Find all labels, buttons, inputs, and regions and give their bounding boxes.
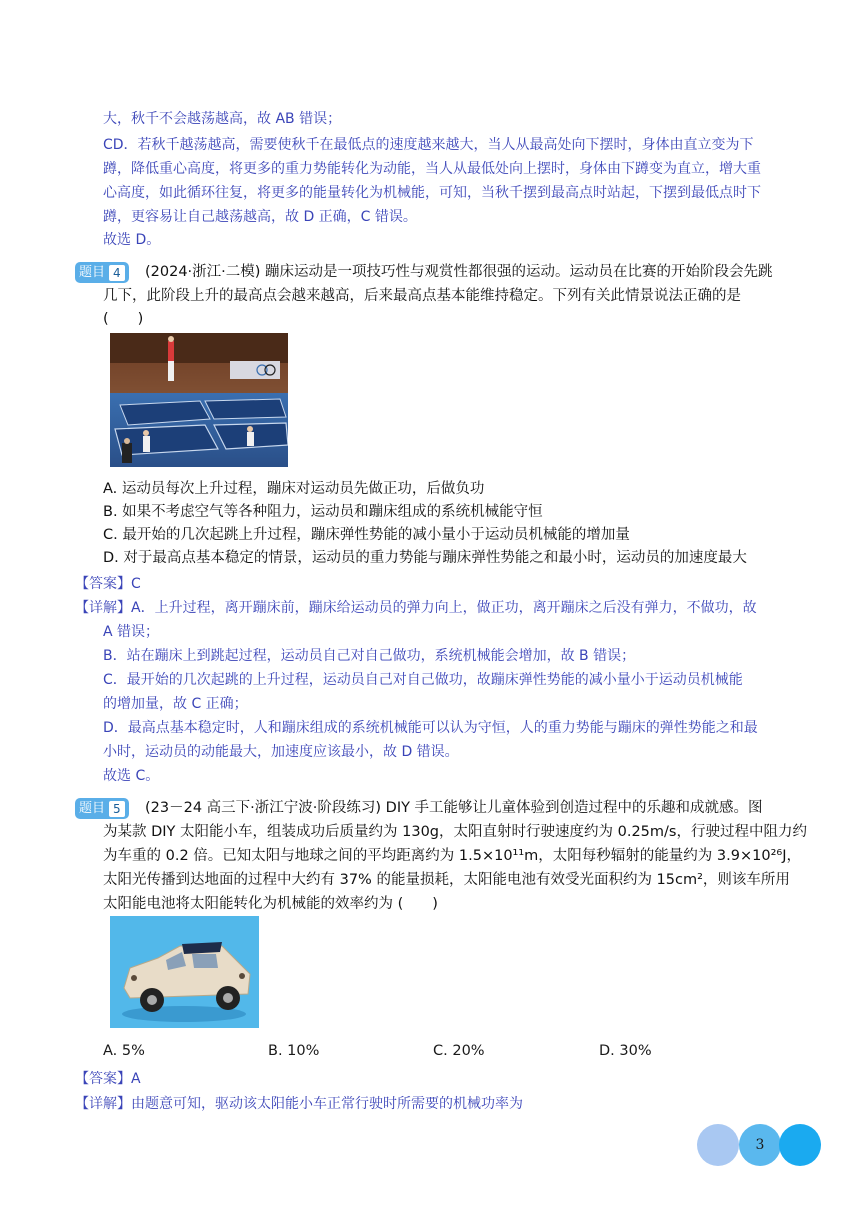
trampoline-illustration xyxy=(110,333,288,467)
question-tag-5 xyxy=(75,798,129,819)
q4-option-d: D. 对于最高点基本稳定的情景，运动员的重力势能与蹦床弹性势能之和最小时，运动员的加速度最大 xyxy=(103,550,747,566)
q4-option-a: A. 运动员每次上升过程，蹦床对运动员先做正功，后做负功 xyxy=(103,481,485,497)
question-tag-4 xyxy=(75,262,129,283)
trampoline-photo xyxy=(110,333,288,467)
q4-explanation-line-8: 故选 C。 xyxy=(103,768,160,784)
q5-stem-line-2: 为某款 DIY 太阳能小车，组装成功后质量约为 130g，太阳直射时行驶速度约为 0.25m/s，行驶过程中阻力约 xyxy=(103,824,807,840)
q4-explanation-line-1: 【详解】A．上升过程，离开蹦床前，蹦床给运动员的弹力向上，做正功，离开蹦床之后没有弹力，不做功，故 xyxy=(75,600,757,616)
prev-solution-line-5: 蹲，更容易让自己越荡越高，故 D 正确，C 错误。 xyxy=(103,209,417,225)
q5-option-d: D. 30% xyxy=(599,1043,652,1059)
question-tag-number: 4 xyxy=(109,265,125,281)
q5-answer: 【答案】A xyxy=(75,1071,141,1087)
solar-car-illustration xyxy=(110,916,259,1028)
q4-explanation-line-6: D．最高点基本稳定时，人和蹦床组成的系统机械能可以认为守恒，人的重力势能与蹦床的弹性势能之和最 xyxy=(103,720,758,736)
prev-solution-line-4: 心高度，如此循环往复，将更多的能量转化为机械能，可知，当秋千摆到最高点时站起，下摆到最低点时下 xyxy=(103,185,761,201)
prev-solution-line-6: 故选 D。 xyxy=(103,232,161,248)
q4-stem-line-1: (2024·浙江·二模) 蹦床运动是一项技巧性与观赏性都很强的运动。运动员在比赛的开始阶段会先跳 xyxy=(145,264,773,280)
question-tag-label: 题目 xyxy=(79,265,106,280)
q5-stem-line-1: (23－24 高三下·浙江宁波·阶段练习) DIY 手工能够让儿童体验到创造过程中的乐趣和成就感。图 xyxy=(145,800,763,816)
q4-answer: 【答案】C xyxy=(75,576,141,592)
q5-stem-line-5: 太阳能电池将太阳能转化为机械能的效率约为 ( ) xyxy=(103,896,438,912)
q5-option-b: B. 10% xyxy=(268,1043,320,1059)
q4-explanation-line-5: 的增加量，故 C 正确； xyxy=(103,696,248,712)
q5-stem-line-4: 太阳光传播到达地面的过程中大约有 37% 的能量损耗，太阳能电池有效受光面积约为 15cm²，则该车所用 xyxy=(103,872,790,888)
q5-explanation-line-1: 【详解】由题意可知，驱动该太阳能小车正常行驶时所需要的机械功率为 xyxy=(75,1096,523,1112)
prev-solution-line-1: 大，秋千不会越荡越高，故 AB 错误； xyxy=(103,111,342,127)
q4-explanation-line-7: 小时，运动员的动能最大，加速度应该最小，故 D 错误。 xyxy=(103,744,459,760)
q5-stem-line-3: 为车重的 0.2 倍。已知太阳与地球之间的平均距离约为 1.5×10¹¹m，太阳每秒辐射的能量约为 3.9×10²⁶J， xyxy=(103,848,801,864)
prev-solution-line-2: CD．若秋千越荡越高，需要使秋千在最低点的速度越来越大，当人从最高处向下摆时，身体由直立变为下 xyxy=(103,137,754,153)
q4-stem-line-2: 几下，此阶段上升的最高点会越来越高，后来最高点基本能维持稳定。下列有关此情景说法正确的是 xyxy=(103,288,741,304)
q4-explanation-line-3: B．站在蹦床上到跳起过程，运动员自己对自己做功，系统机械能会增加，故 B 错误； xyxy=(103,648,636,664)
question-tag-label: 题目 xyxy=(79,801,106,816)
q4-option-b: B. 如果不考虑空气等各种阻力，运动员和蹦床组成的系统机械能守恒 xyxy=(103,504,543,520)
q4-explanation-line-4: C．最开始的几次起跳的上升过程，运动员自己对自己做功，故蹦床弹性势能的减小量小于运动员机械能 xyxy=(103,672,743,688)
page-number-circle xyxy=(739,1124,781,1166)
solar-car-photo xyxy=(110,916,259,1028)
page-number-circle-light xyxy=(697,1124,739,1166)
q5-option-a: A. 5% xyxy=(103,1043,145,1059)
q4-answer-blank: ( ) xyxy=(103,311,144,327)
q4-explanation-line-2: A 错误； xyxy=(103,624,160,640)
question-tag-number: 5 xyxy=(109,801,125,817)
page-number-circle-dark xyxy=(779,1124,821,1166)
page-number: 3 xyxy=(755,1137,765,1153)
q5-option-c: C. 20% xyxy=(433,1043,485,1059)
prev-solution-line-3: 蹲，降低重心高度，将更多的重力势能转化为动能，当人从最低处向上摆时，身体由下蹲变为直立，增大重 xyxy=(103,161,761,177)
q4-option-c: C. 最开始的几次起跳上升过程，蹦床弹性势能的减小量小于运动员机械能的增加量 xyxy=(103,527,630,543)
